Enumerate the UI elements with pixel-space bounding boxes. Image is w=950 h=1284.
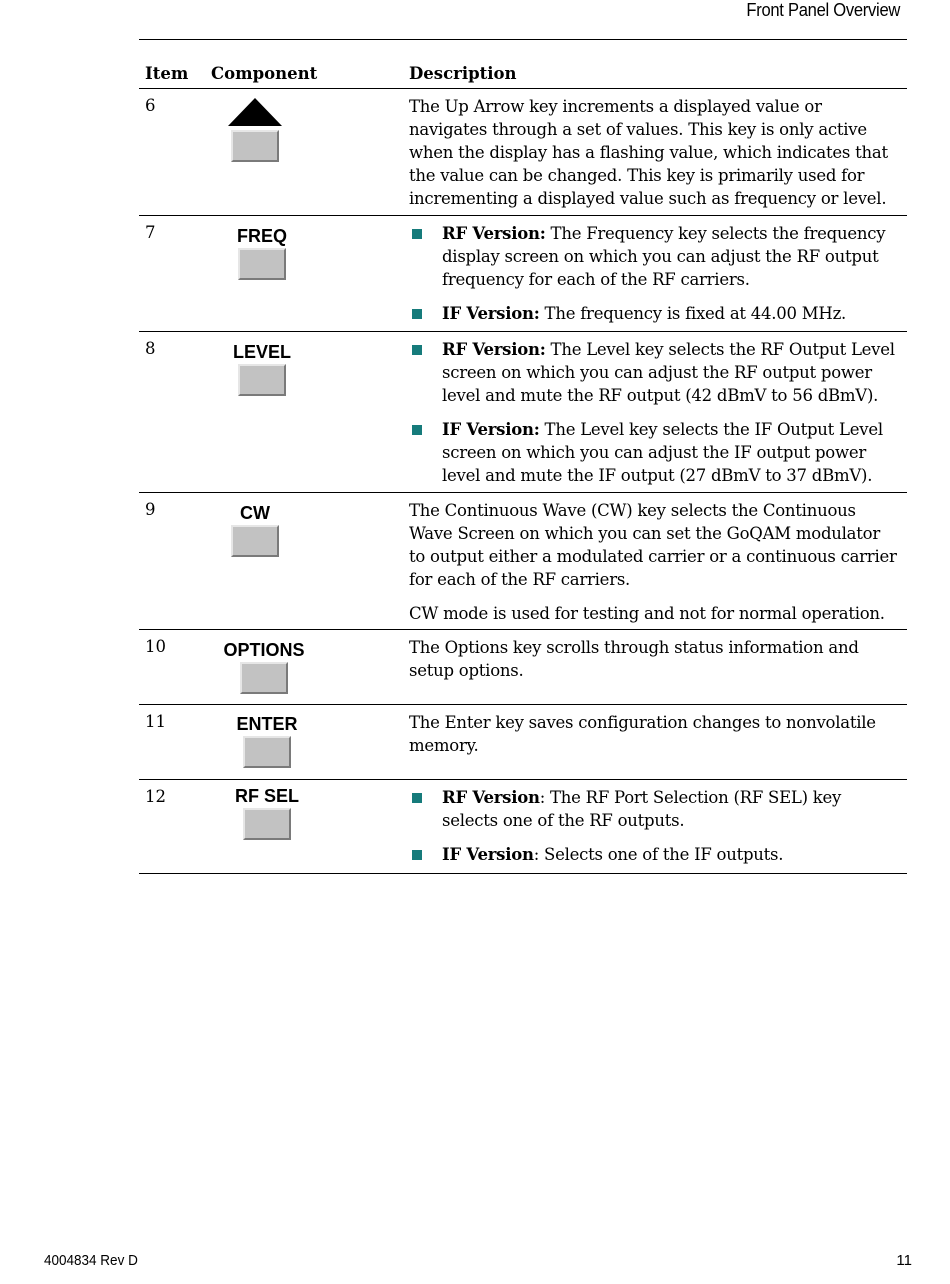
bullet-text: : Selects one of the IF outputs. — [533, 845, 784, 864]
bullet-item — [409, 338, 899, 407]
bullet-text: The Frequency key selects the frequency display screen on which you can adjust the RF output frequency for each of the RF carriers. — [442, 224, 886, 289]
level-key — [227, 342, 297, 396]
item-number: 11 — [145, 712, 166, 731]
bullet-square-icon — [412, 793, 422, 803]
bullet-item — [409, 418, 899, 487]
column-header-item: Item — [145, 64, 189, 83]
bullet-label: RF Version: — [442, 224, 546, 243]
description-paragraph: The Continuous Wave (CW) key selects the Continuous Wave Screen on which you can set the GoQAM modulator to output either a modulated carrier or a continuous carrier for each of the RF carriers. — [409, 501, 897, 589]
table-row — [139, 780, 907, 874]
key-button-graphic — [238, 248, 286, 280]
document-number: 4004834 Rev D — [44, 1252, 138, 1269]
bullet-label: IF Version: — [442, 420, 540, 439]
column-header-component: Component — [211, 64, 318, 83]
item-number: 6 — [145, 96, 156, 115]
table-row — [139, 216, 907, 332]
running-header: Front Panel Overview — [746, 0, 900, 20]
description — [409, 636, 899, 693]
options-key — [219, 640, 309, 694]
up-arrow-icon — [228, 98, 282, 126]
cw-key — [227, 503, 283, 557]
key-button-graphic — [231, 525, 279, 557]
bullet-text: The Level key selects the RF Output Level screen on which you can adjust the RF output power level and mute the RF output (42 dBmV to 56 dBmV). — [442, 340, 895, 405]
key-button-graphic — [231, 130, 279, 162]
item-number: 12 — [145, 787, 166, 806]
description-paragraph: The Enter key saves configuration changes to nonvolatile memory. — [409, 713, 876, 755]
bullet-label: IF Version — [442, 845, 534, 864]
front-panel-table — [139, 39, 907, 874]
bullet-text: The frequency is fixed at 44.00 MHz. — [539, 304, 847, 323]
description-paragraph: CW mode is used for testing and not for normal operation. — [409, 604, 885, 623]
bullet-text: The Level key selects the IF Output Level screen on which you can adjust the IF output power level and mute the IF output (27 dBmV to 37 dBmV). — [442, 420, 883, 485]
key-button-graphic — [243, 808, 291, 840]
key-label: CW — [240, 503, 270, 523]
key-button-graphic — [243, 736, 291, 768]
bullet-item — [409, 786, 899, 832]
key-label: LEVEL — [232, 342, 291, 362]
item-number: 7 — [145, 223, 156, 242]
bullet-square-icon — [412, 309, 422, 319]
bullet-label: RF Version — [442, 788, 540, 807]
table-row — [139, 89, 907, 216]
key-button-graphic — [240, 662, 288, 694]
up-arrow-key — [227, 98, 283, 162]
description — [409, 338, 899, 498]
bullet-square-icon — [412, 345, 422, 355]
bullet-item — [409, 222, 899, 291]
page-number: 11 — [896, 1252, 912, 1269]
bullet-square-icon — [412, 229, 422, 239]
bullet-label: RF Version: — [442, 340, 546, 359]
description — [409, 786, 899, 877]
key-label: OPTIONS — [223, 640, 305, 660]
description — [409, 95, 899, 221]
table-row — [139, 705, 907, 780]
description-paragraph: The Options key scrolls through status information and setup options. — [409, 638, 859, 680]
table-header-row — [139, 40, 907, 89]
bullet-square-icon — [412, 850, 422, 860]
description — [409, 222, 899, 336]
description — [409, 711, 899, 768]
item-number: 8 — [145, 339, 156, 358]
enter-key — [227, 714, 307, 768]
item-number: 10 — [145, 637, 166, 656]
item-number: 9 — [145, 500, 156, 519]
bullet-text: : The RF Port Selection (RF SEL) key selects one of the RF outputs. — [442, 788, 842, 830]
bullet-item — [409, 302, 899, 325]
key-label: ENTER — [236, 714, 298, 734]
key-button-graphic — [238, 364, 286, 396]
bullet-label: IF Version: — [442, 304, 540, 323]
description-paragraph: The Up Arrow key increments a displayed value or navigates through a set of values. This key is only active when the display has a flashing value, which indicates that the value can be changed. This key is primarily used for incrementing a displayed value such as frequency or level. — [409, 97, 888, 208]
bullet-square-icon — [412, 425, 422, 435]
table-row — [139, 332, 907, 493]
table-row — [139, 630, 907, 705]
column-header-description: Description — [409, 64, 517, 83]
freq-key — [227, 226, 297, 280]
rf-sel-key — [227, 786, 307, 840]
bullet-item — [409, 843, 899, 866]
key-label: RF SEL — [234, 786, 299, 806]
key-label: FREQ — [236, 226, 287, 246]
description — [409, 499, 899, 636]
table-row — [139, 493, 907, 630]
